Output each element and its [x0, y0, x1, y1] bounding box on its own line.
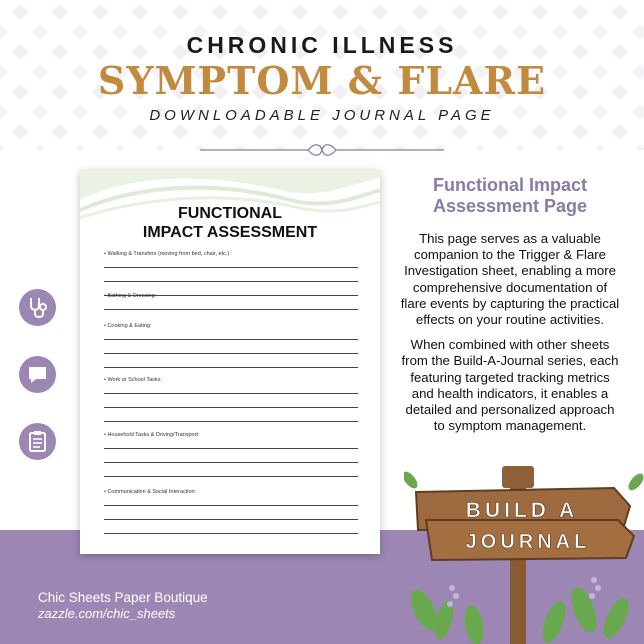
description-paragraph-2: When combined with other sheets from the Build-A-Journal series, each featuring targeted tracking metrics and health indicators, it enables a detailed and personalized approach to symptom management.	[401, 337, 619, 434]
write-line	[104, 353, 358, 354]
ornament-divider	[200, 142, 444, 158]
sign-line2: JOURNAL	[465, 531, 591, 553]
write-line	[104, 462, 358, 463]
stethoscope-icon	[19, 289, 56, 326]
section-label: • Communication & Social Interaction:	[104, 489, 197, 495]
section-label: • Cooking & Eating:	[104, 323, 152, 329]
write-line	[104, 367, 358, 368]
header	[0, 30, 644, 126]
worksheet-preview	[80, 170, 380, 554]
header-title: SYMPTOM & FLARE	[97, 58, 547, 103]
write-line	[104, 281, 358, 282]
write-line	[104, 267, 358, 268]
section-cooking	[104, 322, 358, 368]
section-bathing	[104, 292, 358, 310]
shop-url: zazzle.com/chic_sheets	[38, 606, 176, 621]
section-communication	[104, 488, 358, 534]
write-line	[104, 421, 358, 422]
write-line	[104, 393, 358, 394]
shop-name: Chic Sheets Paper Boutique	[38, 590, 208, 605]
write-line	[104, 339, 358, 340]
description-paragraph-1: This page serves as a valuable companion to the Trigger & Flare Investigation sheet, enabling a more comprehensive documentation of flare events by capturing the practical effects on your routine activities.	[400, 231, 620, 328]
worksheet-title	[80, 204, 380, 242]
write-line	[104, 505, 358, 506]
worksheet-title-line1: FUNCTIONAL	[178, 205, 282, 222]
header-line1: CHRONIC ILLNESS	[186, 32, 458, 58]
write-line	[104, 309, 358, 310]
header-subtitle: DOWNLOADABLE JOURNAL PAGE	[149, 107, 495, 124]
section-work	[104, 376, 358, 422]
chat-bubble-icon	[19, 356, 56, 393]
sign-line1: BUILD A	[465, 499, 579, 522]
section-label: • Household Tasks & Driving/Transport:	[104, 432, 200, 438]
description-title: Functional Impact Assessment Page	[432, 175, 588, 216]
section-walking	[104, 250, 358, 296]
clipboard-icon	[19, 423, 56, 460]
write-line	[104, 407, 358, 408]
write-line	[104, 448, 358, 449]
section-label: • Walking & Transfers (moving from bed, chair, etc.):	[104, 251, 231, 257]
write-line	[104, 476, 358, 477]
worksheet-title-line2: IMPACT ASSESSMENT	[142, 224, 318, 241]
section-household	[104, 431, 358, 477]
build-a-journal-sign	[404, 460, 644, 644]
write-line	[104, 533, 358, 534]
description-panel	[400, 175, 620, 434]
write-line	[104, 519, 358, 520]
section-label: • Work or School Tasks:	[104, 377, 162, 383]
section-label: • Bathing & Dressing:	[104, 293, 157, 299]
